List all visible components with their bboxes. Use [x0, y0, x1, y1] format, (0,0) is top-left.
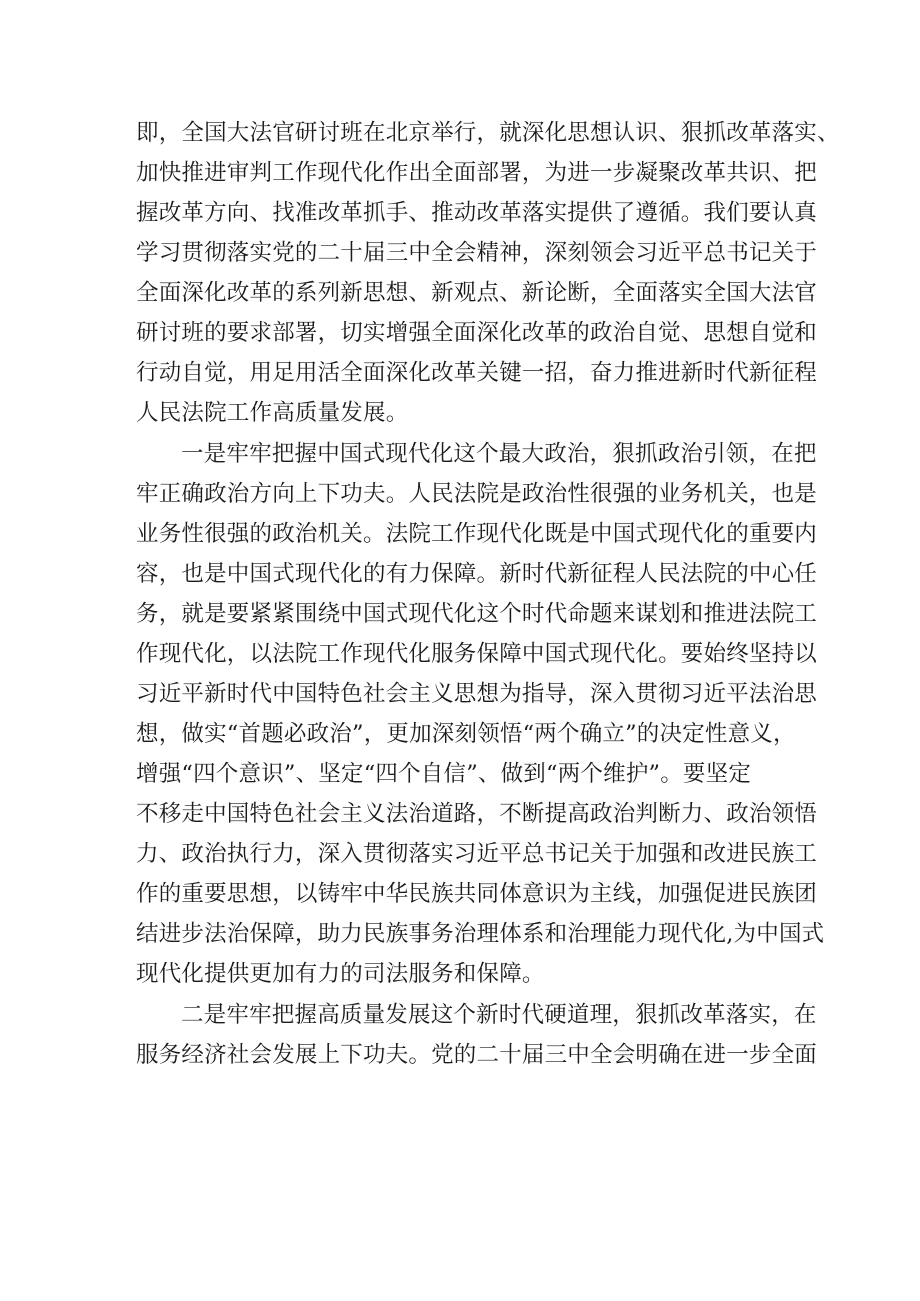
text-line: 不移走中国特色社会主义法治道路，不断提高政治判断力、政治领悟 [136, 801, 818, 827]
text-line: 牢正确政治方向上下功夫。人民法院是政治性很强的业务机关，也是 [136, 481, 818, 507]
text-line: 二是牢牢把握高质量发展这个新时代硬道理，狠抓改革落实，在 [181, 1002, 817, 1028]
paragraph-point-two [136, 995, 818, 1075]
text-line: 结进步法治保障，助力民族事务治理体系和治理能力现代化,为中国式 [136, 921, 825, 947]
text-line: 研讨班的要求部署，切实增强全面深化改革的政治自觉、思想自觉和 [136, 320, 818, 346]
text-line: 服务经济社会发展上下功夫。党的二十届三中全会明确在进一步全面 [136, 1042, 818, 1068]
document-body [136, 113, 840, 1075]
text-line: 力、政治执行力，深入贯彻落实习近平总书记关于加强和改进民族工 [136, 841, 818, 867]
text-line: 作现代化，以法院工作现代化服务保障中国式现代化。要始终坚持以 [136, 641, 818, 667]
text-line: 业务性很强的政治机关。法院工作现代化既是中国式现代化的重要内 [136, 521, 818, 547]
text-line: 务，就是要紧紧围绕中国式现代化这个时代命题来谋划和推进法院工 [136, 601, 818, 627]
paragraph-intro-continuation [136, 113, 840, 433]
text-line: 人民法院工作高质量发展。 [136, 400, 409, 426]
text-line: 行动自觉，用足用活全面深化改革关键一招，奋力推进新时代新征程 [136, 360, 818, 386]
text-line: 加快推进审判工作现代化作出全面部署，为进一步凝聚改革共识、把 [136, 160, 818, 186]
text-line: 习近平新时代中国特色社会主义思想为指导，深入贯彻习近平法治思 [136, 681, 818, 707]
text-line: 增强“四个意识”、坚定“四个自信”、做到“两个维护”。要坚定 [136, 761, 752, 787]
text-line: 握改革方向、找准改革抓手、推动改革落实提供了遵循。我们要认真 [136, 200, 818, 226]
text-line: 一是牢牢把握中国式现代化这个最大政治，狠抓政治引领，在把 [181, 441, 817, 467]
text-line: 容，也是中国式现代化的有力保障。新时代新征程人民法院的中心任 [136, 561, 818, 587]
text-line: 学习贯彻落实党的二十届三中全会精神，深刻领会习近平总书记关于 [136, 240, 818, 266]
text-line: 想，做实“首题必政治”，更加深刻领悟“两个确立”的决定性意义， [136, 721, 796, 747]
text-line: 即，全国大法官研讨班在北京举行，就深化思想认识、狠抓改革落实、 [136, 120, 840, 146]
text-line: 作的重要思想，以铸牢中华民族共同体意识为主线，加强促进民族团 [136, 881, 818, 907]
text-line: 现代化提供更加有力的司法服务和保障。 [136, 961, 545, 987]
paragraph-point-one [136, 434, 825, 994]
text-line: 全面深化改革的系列新思想、新观点、新论断，全面落实全国大法官 [136, 280, 818, 306]
